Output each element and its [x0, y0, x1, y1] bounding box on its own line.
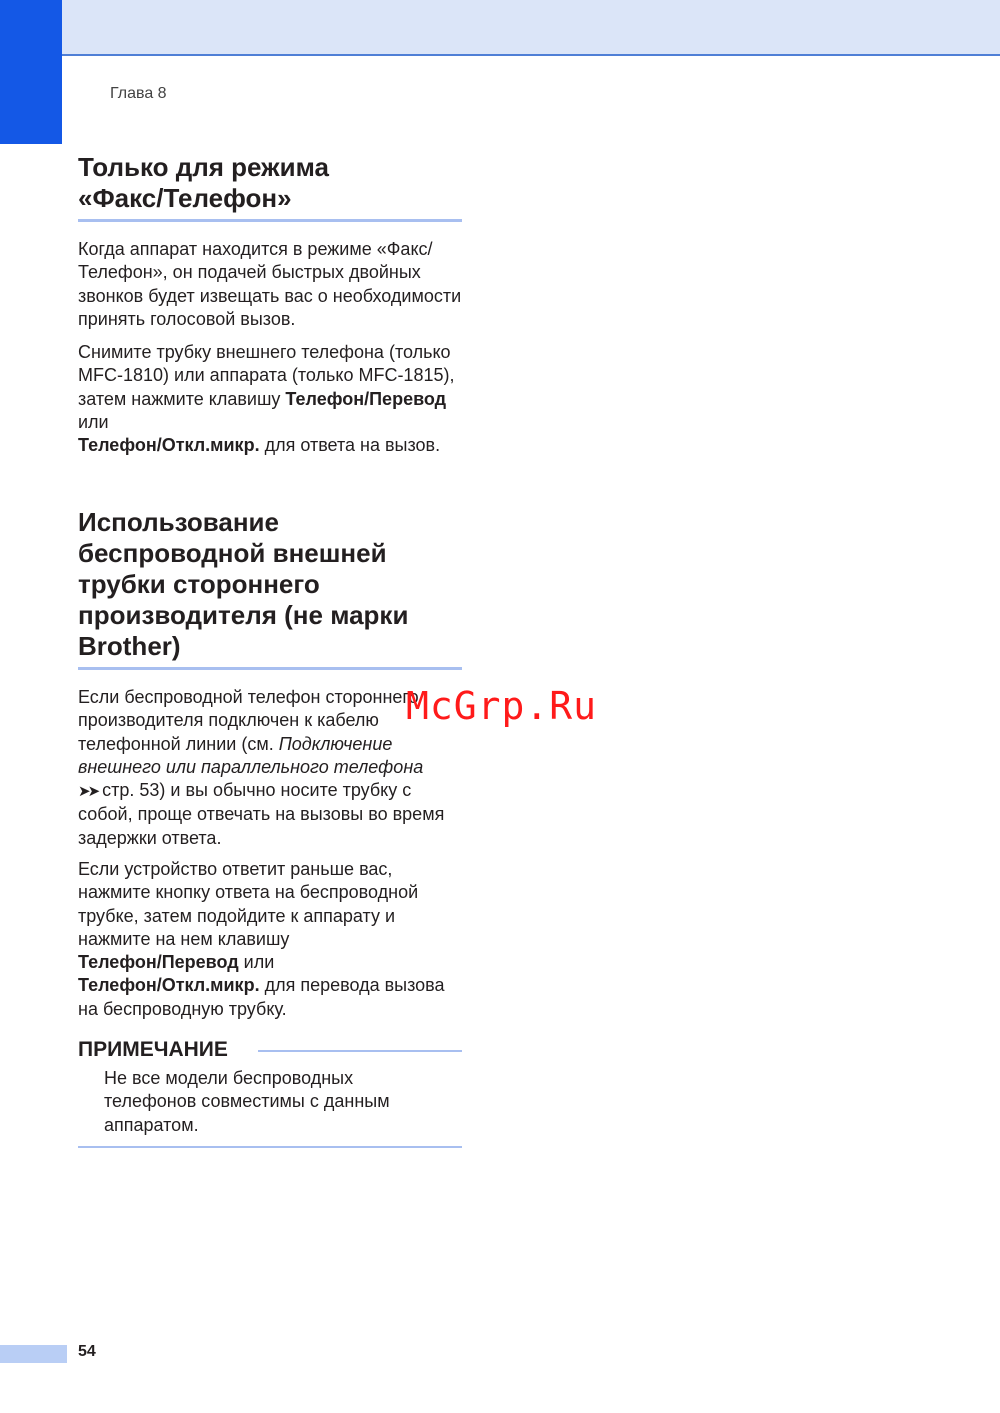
section2-title-line4: производителя (не марки: [78, 600, 409, 630]
section2-title-line2: беспроводной внешней: [78, 538, 387, 568]
chapter-tab: [0, 0, 62, 144]
note-rule-top: [258, 1050, 462, 1052]
header-band: [62, 0, 1000, 56]
section1-title-line1: Только для режима: [78, 152, 329, 182]
section1-para2: [78, 341, 468, 457]
note-title: ПРИМЕЧАНИЕ: [78, 1038, 228, 1061]
phone-transfer-key: Телефон/Перевод: [78, 952, 239, 973]
section2-para1-text-b: стр. 53) и вы обычно носите трубку с собой, проще отвечать на вызовы во время задержки ответа.: [78, 780, 445, 848]
section2-para2-text-a: Если устройство ответит раньше вас, нажмите кнопку ответа на беспроводной трубке, затем подойдите к аппарату и нажмите на нем клавишу: [78, 859, 419, 949]
section2-title-line3: трубки стороннего: [78, 569, 320, 599]
note-text: Не все модели беспроводных телефонов совместимы с данным аппаратом.: [104, 1068, 390, 1135]
note-rule-bottom: [78, 1146, 462, 1148]
section2-title-line5: Brother): [78, 631, 181, 661]
cross-reference-link[interactable]: Подключение внешнего или параллельного телефона: [78, 733, 424, 777]
section2-title-line1: Использование: [78, 507, 279, 537]
page-number: 54: [78, 1343, 96, 1360]
section1-para1: Когда аппарат находится в режиме «Факс/Телефон», он подачей быстрых двойных звонков будет извещать вас о необходимости принять голосовой вызов.: [78, 239, 462, 329]
phone-mute-key: Телефон/Откл.микр.: [78, 435, 260, 456]
section1-rule: [78, 219, 462, 222]
section2-title: [78, 507, 478, 662]
section1-para2-text-b: или: [78, 411, 109, 432]
phone-transfer-key: Телефон/Перевод: [285, 388, 447, 409]
phone-mute-key: Телефон/Откл.микр.: [78, 975, 260, 996]
section2-para2-text-b: или: [238, 952, 275, 973]
section1-title: [78, 152, 478, 214]
section2-para1-text-a: Если беспроводной телефон стороннего производителя подключен к кабелю телефонной линии (см.: [78, 687, 419, 754]
footer-band: [0, 1345, 67, 1363]
section2-rule: [78, 667, 462, 670]
watermark: McGrp.Ru: [406, 684, 598, 728]
section2-para2: [78, 858, 468, 1021]
chapter-label: Глава 8: [110, 85, 167, 102]
section1-para2-text-c: для ответа на вызов.: [259, 435, 441, 456]
section2-para2-text-c: для перевода вызова на беспроводную трубку.: [78, 975, 445, 1019]
section1-title-line2: «Факс/Телефон»: [78, 183, 292, 213]
double-arrow-icon: ➤➤: [78, 782, 98, 801]
section1-para2-text-a: Снимите трубку внешнего телефона (только MFC-1810) или аппарата (только MFC-1815), затем нажмите клавишу: [78, 342, 455, 409]
